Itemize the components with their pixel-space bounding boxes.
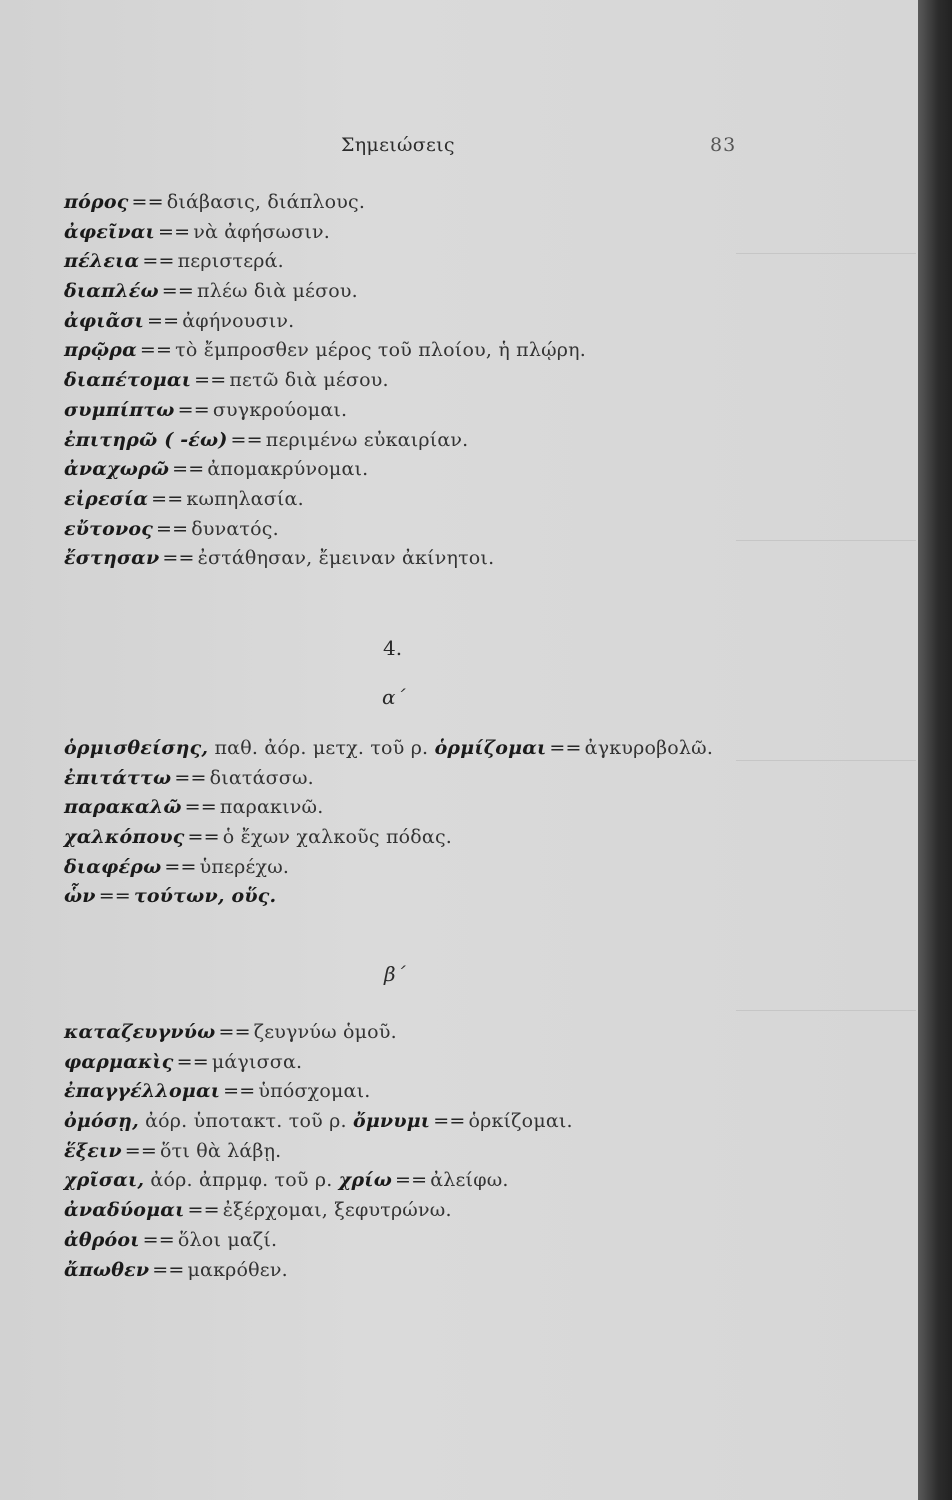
glossary-entry: ἔστησαν == ἐστάθησαν, ἔμειναν ἀκίνητοι. <box>64 547 495 570</box>
glossary-entry: χαλκόπους == ὁ ἔχων χαλκοῦς πόδας. <box>64 826 453 849</box>
glossary-entry: ἄπωθεν == μακρόθεν. <box>64 1258 288 1281</box>
glossary-entry: εὔτονος == δυνατός. <box>64 517 279 540</box>
running-title: Σημειώσεις <box>341 134 455 156</box>
glossary-entry: καταζευγνύω == ζευγνύω ὁμοῦ. <box>64 1021 397 1043</box>
glossary-entry: χρῖσαι, ἀόρ. ἀπρμφ. τοῦ ρ. χρίω == ἀλείφω. <box>64 1169 509 1192</box>
glossary-entry: ἕξειν == ὅτι θὰ λάβῃ. <box>64 1139 282 1162</box>
bleed-through-line <box>736 1010 916 1011</box>
glossary-group-1 <box>64 188 824 574</box>
glossary-entry: ἐπιτάττω == διατάσσω. <box>64 766 314 789</box>
glossary-group-3 <box>64 1018 824 1285</box>
subsection-heading-b: β΄ <box>384 962 406 986</box>
glossary-entry: παρακαλῶ == παρακινῶ. <box>64 796 324 819</box>
glossary-entry: ἐπιτηρῶ ( -έω) == περιμένω εὐκαιρίαν. <box>64 428 469 451</box>
glossary-entry: διαφέρω == ὑπερέχω. <box>64 855 290 878</box>
glossary-entry: ἀφιᾶσι == ἀφήνουσιν. <box>64 309 295 332</box>
subsection-heading-a: α΄ <box>382 685 406 709</box>
glossary-entry: διαπλέω == πλέω διὰ μέσου. <box>64 280 358 303</box>
running-head <box>0 130 918 160</box>
glossary-entry: πρῷρα == τὸ ἔμπροσθεν μέρος τοῦ πλοίου, ἡ πλῴρη. <box>64 339 586 362</box>
glossary-entry: πέλεια == περιστερά. <box>64 250 284 273</box>
glossary-entry: ἀναχωρῶ == ἀπομακρύνομαι. <box>64 458 369 481</box>
glossary-entry: ἀφεῖναι == νὰ ἀφήσωσιν. <box>64 220 331 243</box>
glossary-group-2 <box>64 734 824 912</box>
glossary-entry: ἀθρόοι == ὅλοι μαζί. <box>64 1228 278 1251</box>
glossary-entry: συμπίπτω == συγκρούομαι. <box>64 398 348 421</box>
glossary-entry: ἐπαγγέλλομαι == ὑπόσχομαι. <box>64 1080 371 1103</box>
glossary-entry: φαρμακὶς == μάγισσα. <box>64 1050 303 1073</box>
glossary-entry: ὁρμισθείσης, παθ. ἀόρ. μετχ. τοῦ ρ. ὁρμίζομαι == ἀγκυροβολῶ. <box>64 737 714 759</box>
section-number: 4. <box>383 636 403 660</box>
glossary-entry: ὧν == τούτων, οὕς. <box>64 885 277 908</box>
page-number: 83 <box>710 134 737 156</box>
glossary-entry: ἀναδύομαι == ἐξέρχομαι, ξεφυτρώνω. <box>64 1199 452 1222</box>
page-edge-shadow <box>918 0 952 1500</box>
glossary-entry: πόρος == διάβασις, διάπλους. <box>64 191 366 213</box>
glossary-entry: ὀμόσῃ, ἀόρ. ὑποτακτ. τοῦ ρ. ὄμνυμι == ὁρκίζομαι. <box>64 1110 573 1133</box>
glossary-entry: διαπέτομαι == πετῶ διὰ μέσου. <box>64 369 389 392</box>
glossary-entry: εἰρεσία == κωπηλασία. <box>64 487 304 510</box>
